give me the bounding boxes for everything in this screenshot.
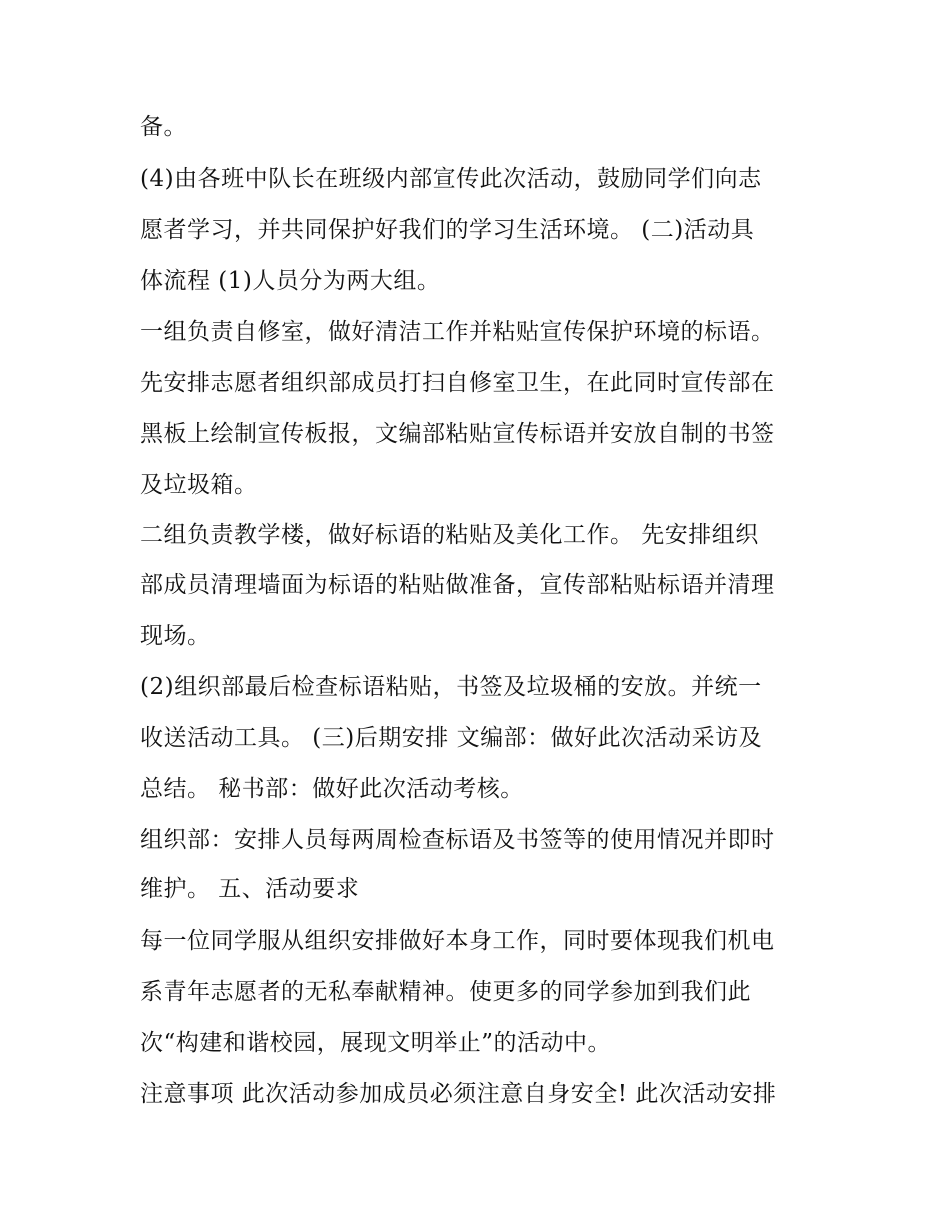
text-line: 注意事项 此次活动参加成员必须注意自身安全! 此次活动安排: [140, 1081, 777, 1107]
text-line: 每一位同学服从组织安排做好本身工作，同时要体现我们机电: [140, 928, 775, 954]
text-line: 备。: [140, 114, 187, 140]
text-line: 愿者学习，并共同保护好我们的学习生活环境。 (二)活动具: [140, 217, 755, 243]
text-line: 及垃圾箱。: [140, 472, 258, 498]
text-line: 收送活动工具。 (三)后期安排 文编部：做好此次活动采访及: [140, 725, 763, 751]
text-line: 现场。: [140, 623, 211, 649]
text-line: 黑板上绘制宣传板报，文编部粘贴宣传标语并安放自制的书签: [140, 421, 775, 447]
text-line: (2)组织部最后检查标语粘贴，书签及垃圾桶的安放。并统一: [140, 674, 762, 700]
text-line: (4)由各班中队长在班级内部宣传此次活动，鼓励同学们向志: [140, 166, 762, 192]
text-line: 体流程 (1)人员分为两大组。: [140, 268, 441, 294]
text-line: 维护。 五、活动要求: [140, 876, 360, 902]
text-line: 部成员清理墙面为标语的粘贴做准备，宣传部粘贴标语并清理: [140, 572, 775, 598]
text-line: 二组负责教学楼，做好标语的粘贴及美化工作。 先安排组织: [140, 522, 759, 548]
text-line: 先安排志愿者组织部成员打扫自修室卫生，在此同时宣传部在: [140, 370, 775, 396]
text-line: 组织部：安排人员每两周检查标语及书签等的使用情况并即时: [140, 827, 775, 853]
text-line: 次“构建和谐校园，展现文明举止”的活动中。: [140, 1030, 612, 1056]
text-line: 一组负责自修室，做好清洁工作并粘贴宣传保护环境的标语。: [140, 319, 775, 345]
text-line: 系青年志愿者的无私奉献精神。使更多的同学参加到我们此: [140, 979, 751, 1005]
text-line: 总结。 秘书部：做好此次活动考核。: [140, 776, 524, 802]
